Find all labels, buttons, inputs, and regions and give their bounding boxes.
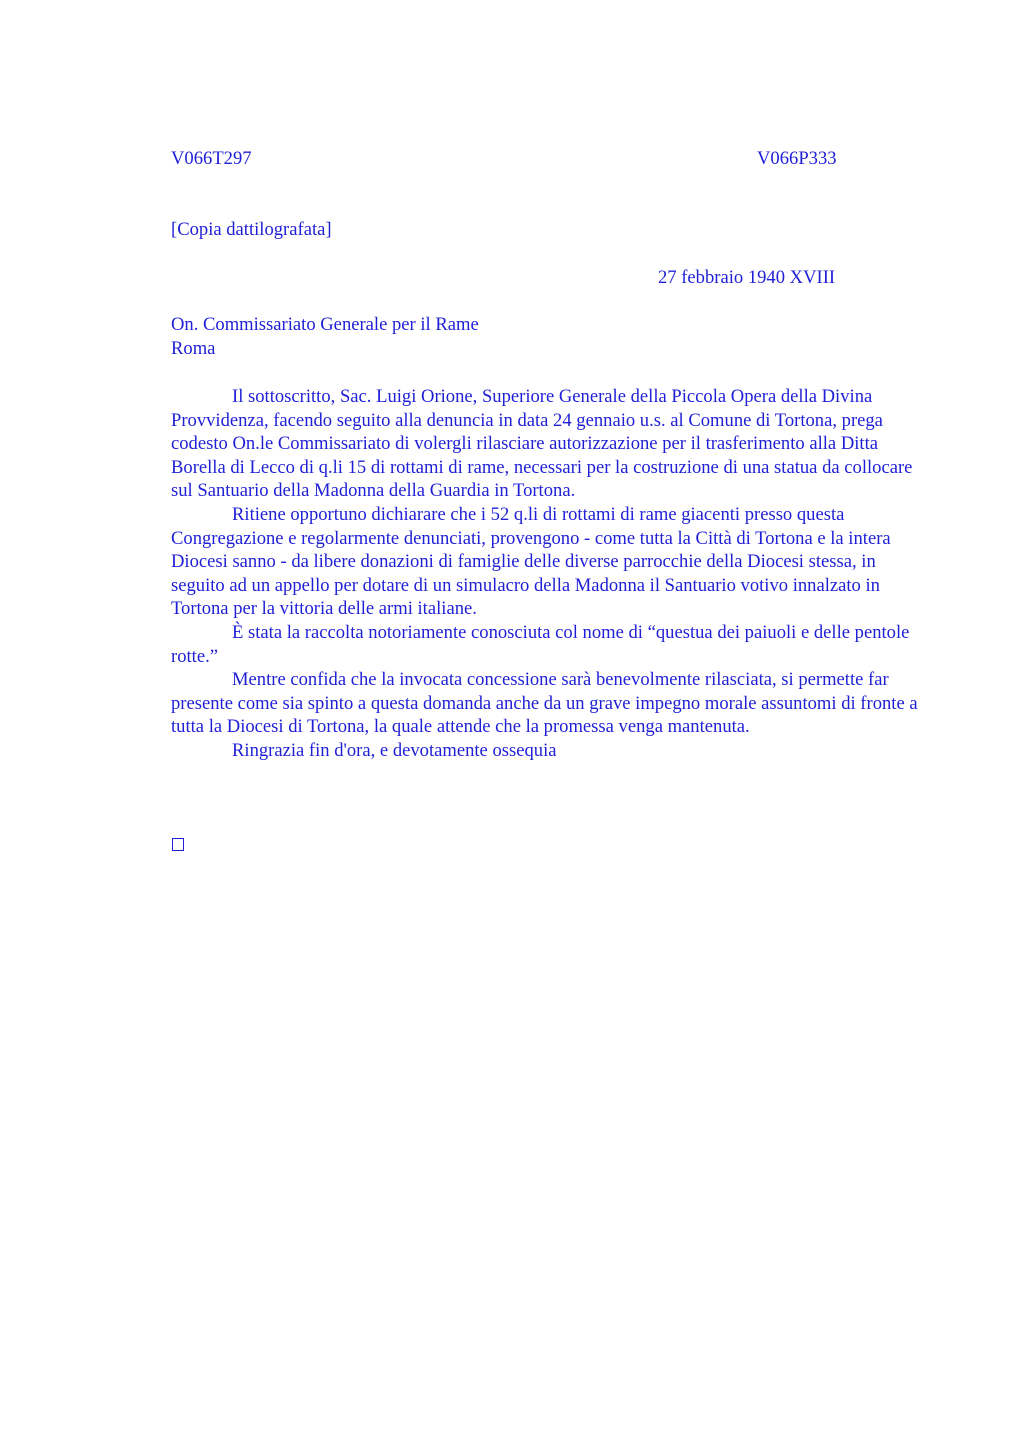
paragraph-4: Mentre confida che la invocata concessione sarà benevolmente rilasciata, si permette far presente come sia spinto a questa domanda anche da un grave impegno morale assuntomi di fronte a tutta la Diocesi di Tortona, la quale attende che la promessa venga mantenuta. [171, 669, 918, 738]
letter-body [171, 385, 931, 763]
paragraph-1: Il sottoscritto, Sac. Luigi Orione, Superiore Generale della Piccola Opera della Divina Provvidenza, facendo seguito alla denuncia in data 24 gennaio u.s. al Comune di Tortona, prega codesto On.le Commissariato di volergli rilasciare autorizzazione per il trasferimento alla Ditta Borella di Lecco di q.li 15 di rottami di rame, necessari per la costruzione di una statua da collocare sul Santuario della Madonna della Guardia in Tortona. [171, 386, 913, 502]
volume-code-left: V066T297 [171, 148, 252, 169]
paragraph-3: È stata la raccolta notoriamente conosciuta col nome di “questua dei paiuoli e delle pentole rotte.” [171, 621, 910, 667]
recipient-line-2: Roma [171, 337, 216, 359]
paragraph-2: Ritiene opportuno dichiarare che i 52 q.li di rottami di rame giacenti presso questa Congregazione e regolarmente denunciati, provengono - come tutta la Città di Tortona e la intera Diocesi sanno - da libere donazioni di famiglie delle diverse parrocchie della Diocesi stessa, in seguito ad un appello per dotare di un simulacro della Madonna il Santuario votivo innalzato in Tortona per la vittoria delle armi italiane. [171, 503, 891, 620]
recipient-block [171, 313, 479, 360]
copy-note: [Copia dattilografata] [171, 219, 332, 240]
letter-date: 27 febbraio 1940 XVIII [658, 267, 836, 288]
recipient-line-1: On. Commissariato Generale per il Rame [171, 314, 479, 335]
paragraph-5: Ringrazia fin d'ora, e devotamente ossequia [232, 739, 557, 761]
missing-glyph-box-icon [172, 838, 184, 851]
volume-code-right: V066P333 [757, 148, 837, 169]
